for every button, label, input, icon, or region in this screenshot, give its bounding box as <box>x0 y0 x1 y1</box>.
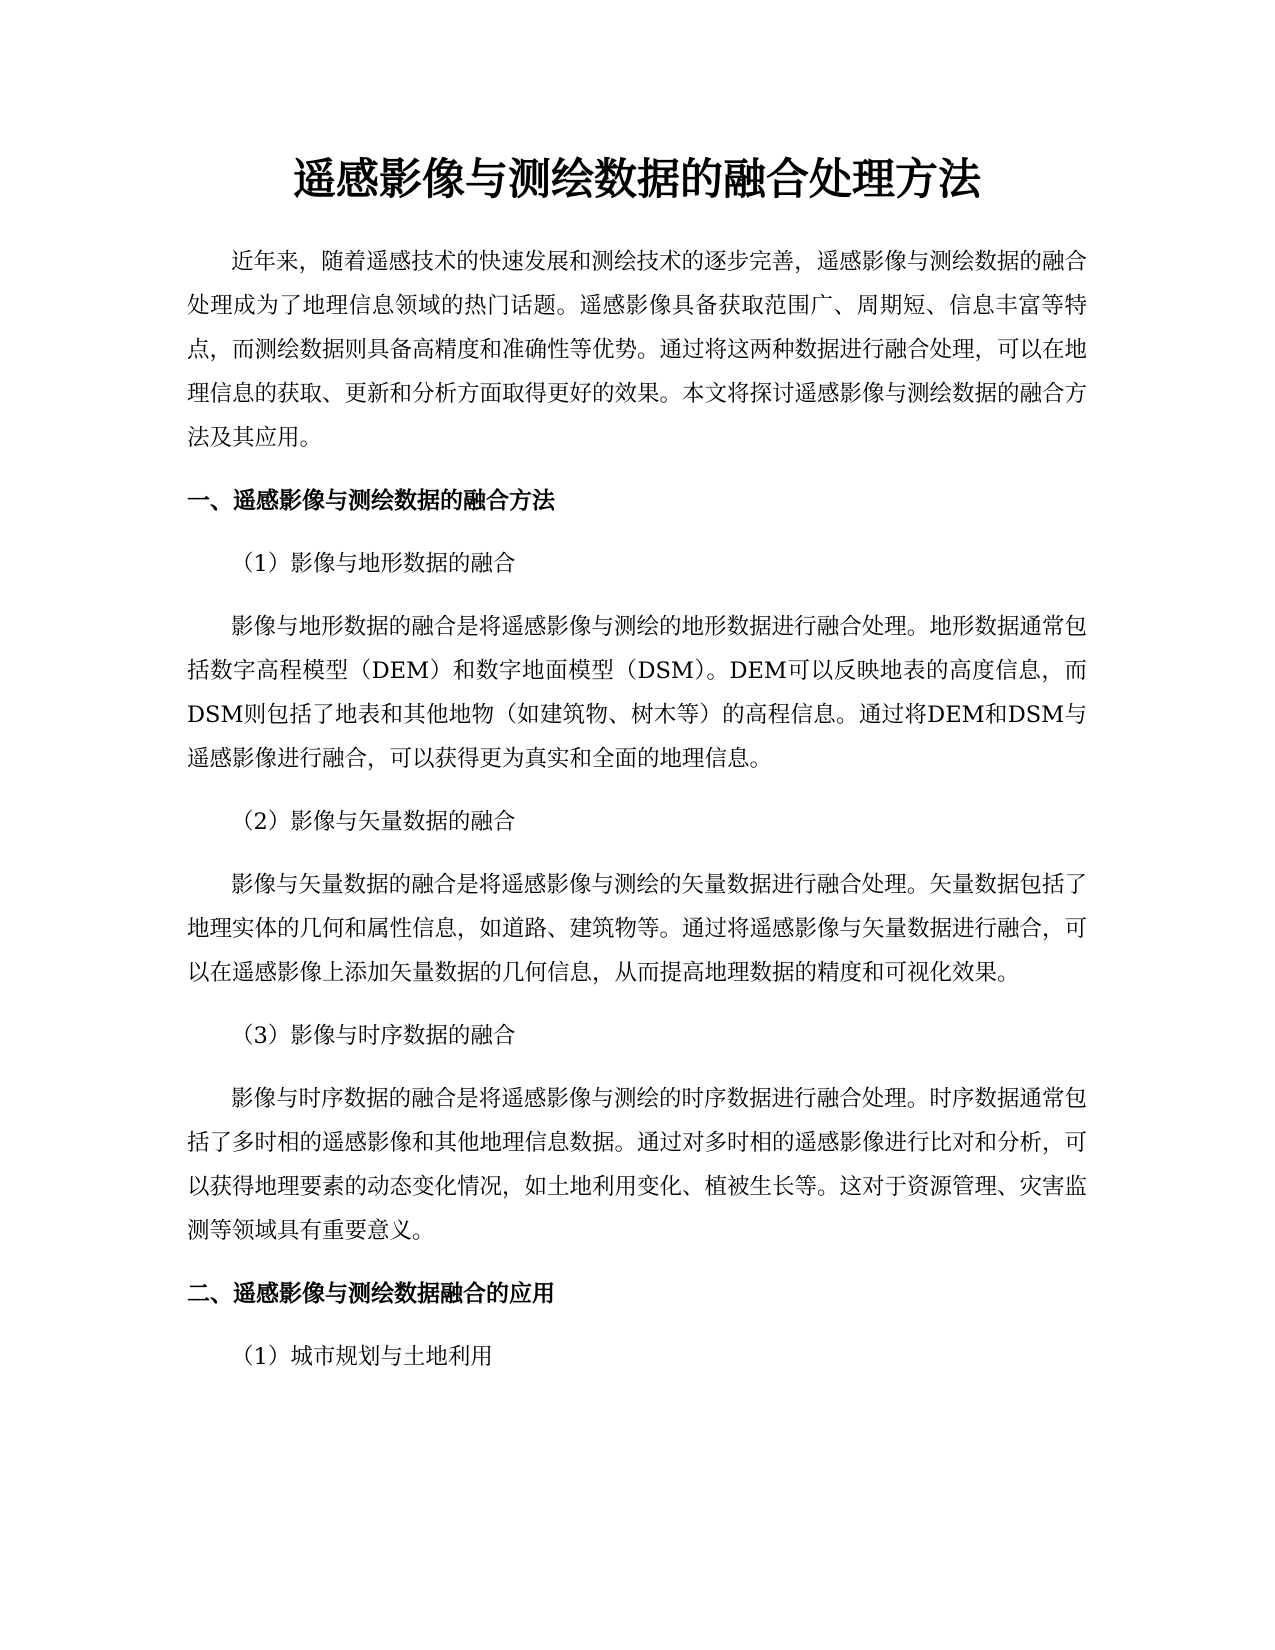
section-heading-applications: 二、遥感影像与测绘数据融合的应用 <box>187 1281 555 1307</box>
subheading-timeseries-fusion: （3）影像与时序数据的融合 <box>231 1023 516 1049</box>
intro-paragraph: 近年来，随着遥感技术的快速发展和测绘技术的逐步完善，遥感影像与测绘数据的融合处理成为了地理信息领域的热门话题。遥感影像具备获取范围广、周期短、信息丰富等特点，而测绘数据则具备高精度和准确性等优势。通过将这两种数据进行融合处理，可以在地理信息的获取、更新和分析方面取得更好的效果。本文将探讨遥感影像与测绘数据的融合方法及其应用。 <box>187 249 1088 451</box>
document-title: 遥感影像与测绘数据的融合处理方法 <box>293 155 981 205</box>
paragraph-timeseries-fusion: 影像与时序数据的融合是将遥感影像与测绘的时序数据进行融合处理。时序数据通常包括了多时相的遥感影像和其他地理信息数据。通过对多时相的遥感影像进行比对和分析，可以获得地理要素的动态变化情况，如土地利用变化、植被生长等。这对于资源管理、灾害监测等领域具有重要意义。 <box>187 1086 1088 1244</box>
subheading-terrain-fusion: （1）影像与地形数据的融合 <box>231 551 516 577</box>
paragraph-vector-fusion: 影像与矢量数据的融合是将遥感影像与测绘的矢量数据进行融合处理。矢量数据包括了地理实体的几何和属性信息，如道路、建筑物等。通过将遥感影像与矢量数据进行融合，可以在遥感影像上添加矢量数据的几何信息，从而提高地理数据的精度和可视化效果。 <box>187 872 1088 986</box>
paragraph-terrain-fusion: 影像与地形数据的融合是将遥感影像与测绘的地形数据进行融合处理。地形数据通常包括数字高程模型（DEM）和数字地面模型（DSM）。DEM可以反映地表的高度信息，而DSM则包括了地表和其他地物（如建筑物、树木等）的高程信息。通过将DEM和DSM与遥感影像进行融合，可以获得更为真实和全面的地理信息。 <box>187 614 1087 772</box>
subheading-urban-planning: （1）城市规划与土地利用 <box>231 1344 493 1370</box>
section-heading-methods: 一、遥感影像与测绘数据的融合方法 <box>187 488 555 514</box>
document-body <box>187 148 1087 1398</box>
subheading-vector-fusion: （2）影像与矢量数据的融合 <box>231 809 516 835</box>
